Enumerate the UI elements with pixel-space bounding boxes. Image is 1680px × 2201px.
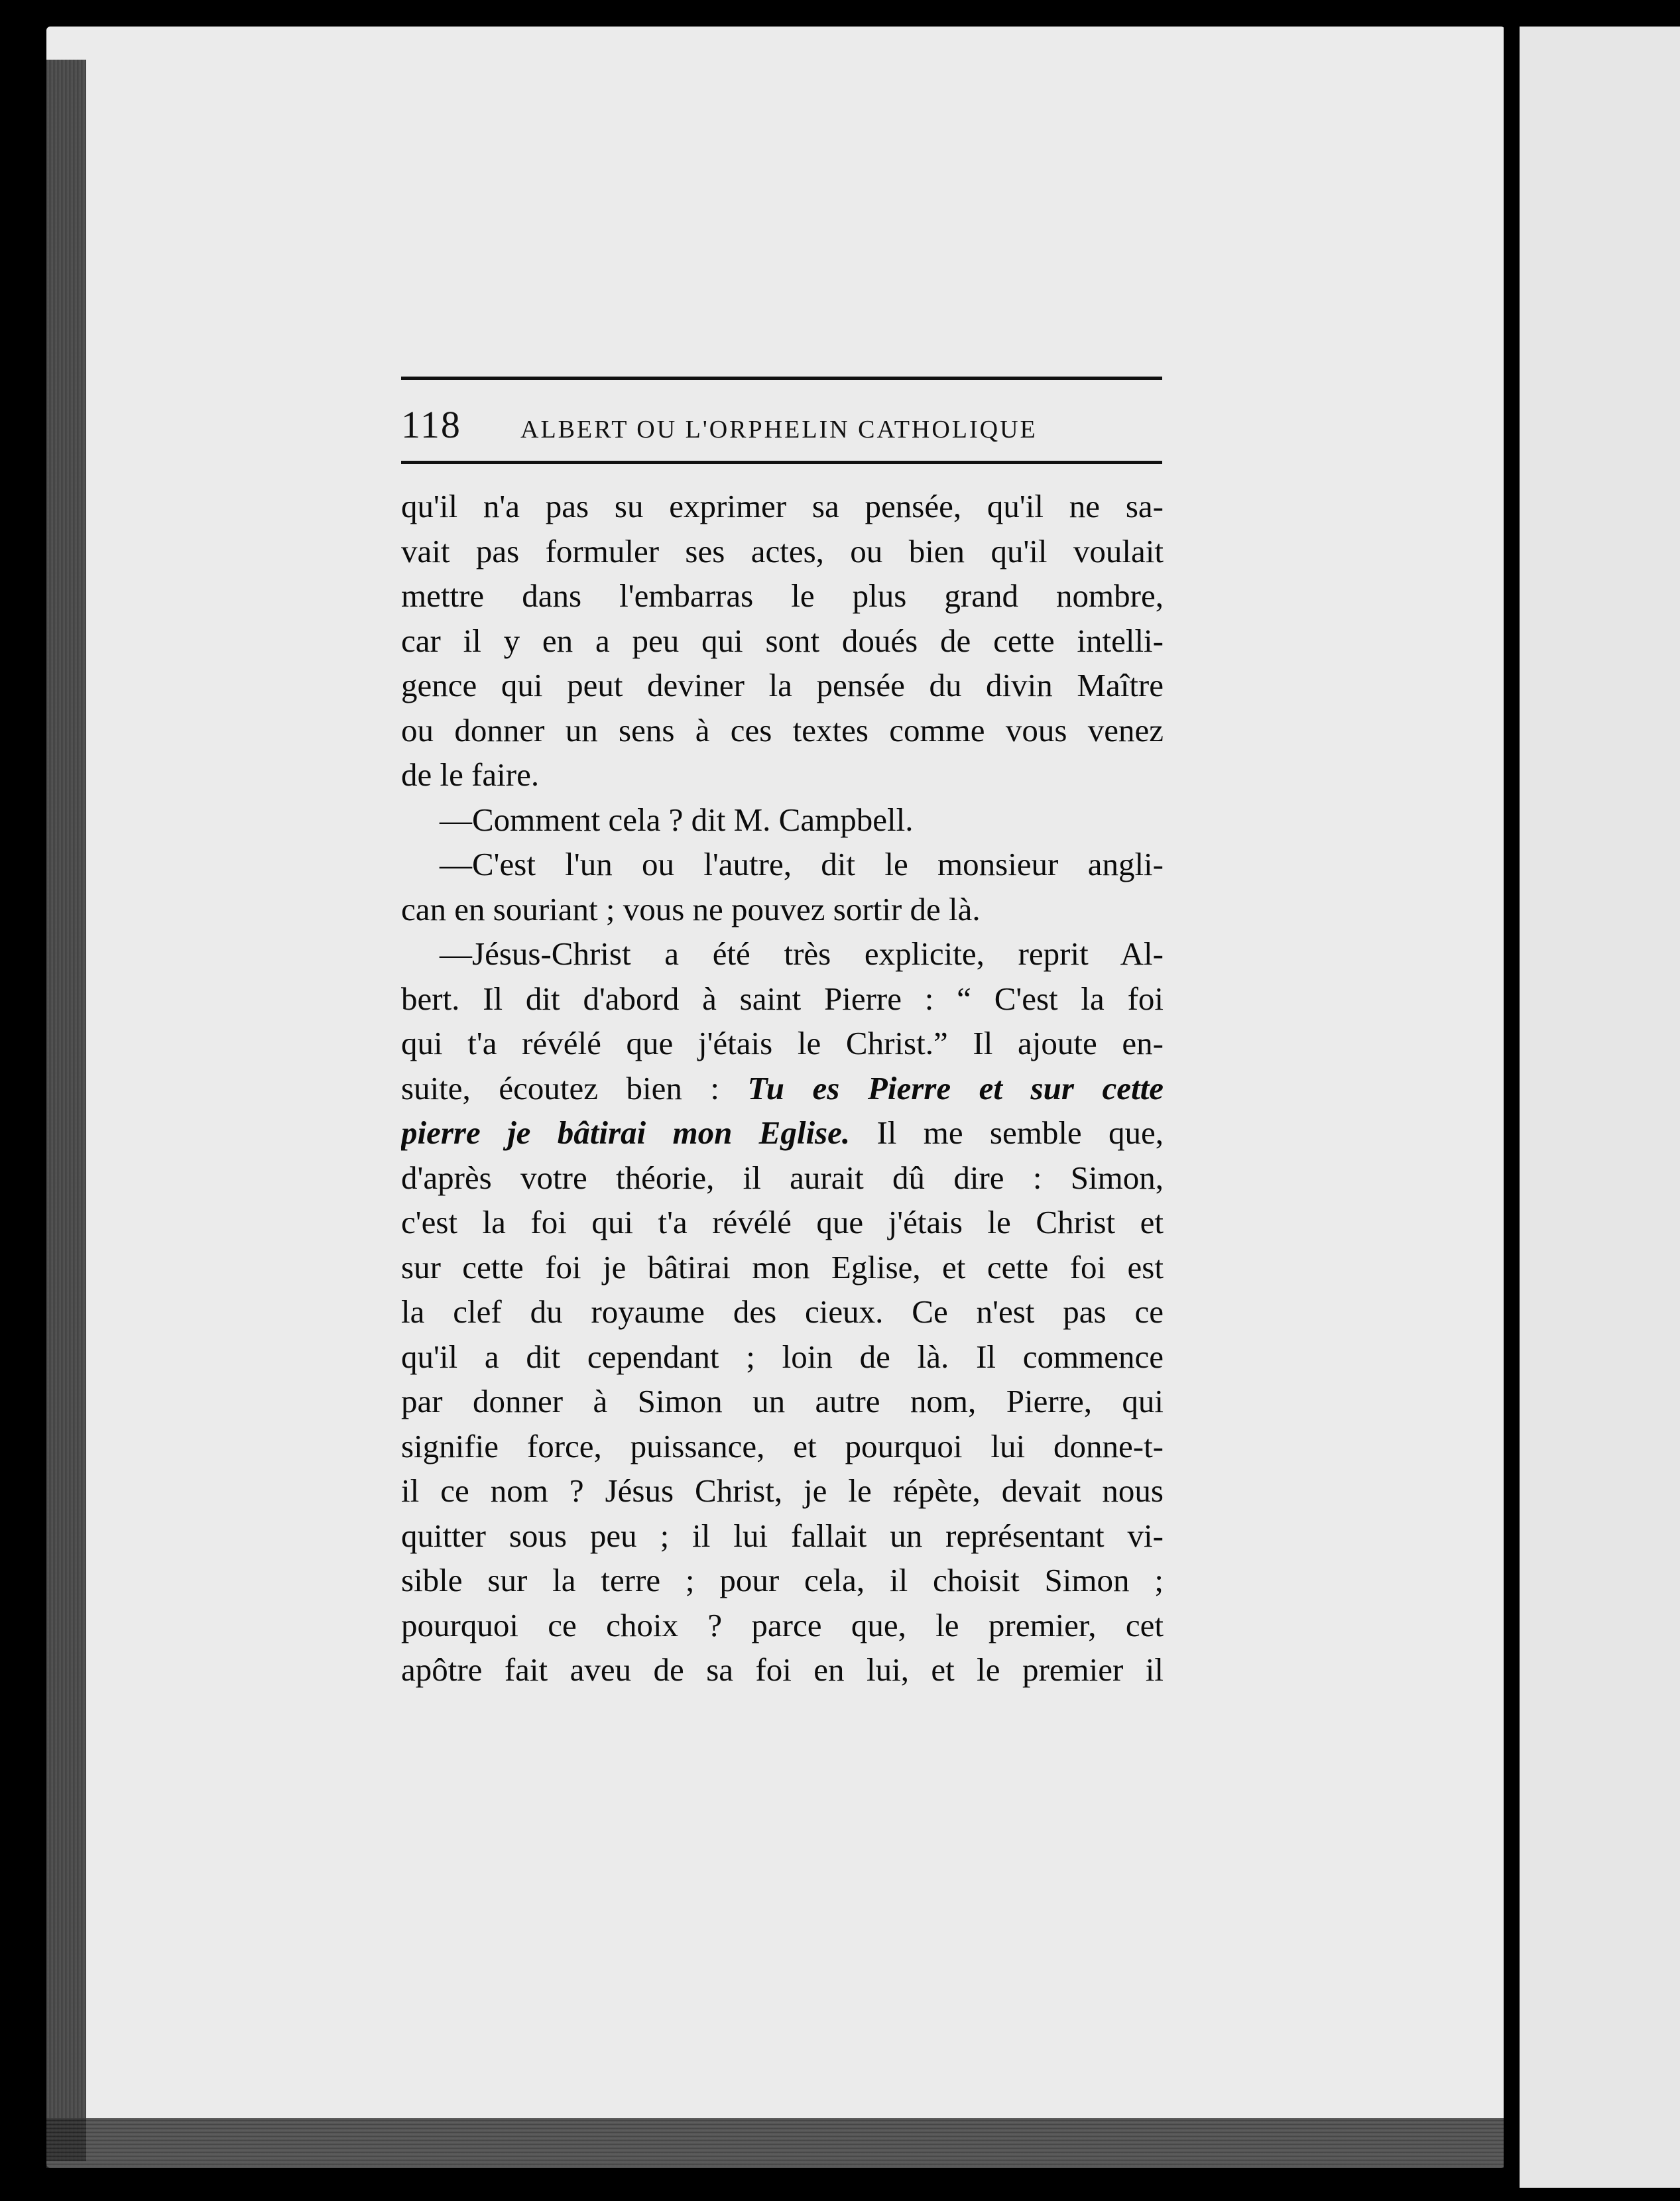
text-span: il ce nom ? Jésus Christ, je le répète, devait nous <box>401 1472 1164 1509</box>
text-line <box>401 977 1164 1022</box>
text-line <box>401 484 1164 529</box>
book-gutter <box>1504 27 1520 2181</box>
page-edges-bottom <box>46 2118 1505 2168</box>
page-number: 118 <box>401 403 461 446</box>
text-line <box>401 1110 1164 1156</box>
text-span: qui t'a révélé que j'étais le Christ.” Il ajoute en- <box>401 1025 1164 1061</box>
text-line <box>401 752 1164 798</box>
text-line <box>401 1200 1164 1245</box>
text-block <box>401 377 1164 1693</box>
running-header <box>401 402 1164 446</box>
text-line <box>401 1289 1164 1335</box>
scan-border-top <box>0 0 1680 29</box>
text-span: sur cette foi je bâtirai mon Eglise, et cette foi est <box>401 1248 1164 1285</box>
text-span: pourquoi ce choix ? parce que, le premier, cet <box>401 1606 1164 1643</box>
text-line <box>401 1066 1164 1111</box>
text-line <box>401 798 1164 843</box>
text-line <box>401 619 1164 664</box>
text-line <box>401 708 1164 753</box>
text-span: qu'il a dit cependant ; loin de là. Il commence <box>401 1338 1164 1375</box>
text-span: can en souriant ; vous ne pouvez sortir de là. <box>401 890 981 927</box>
text-span: quitter sous peu ; il lui fallait un représentant vi- <box>401 1517 1164 1554</box>
text-line <box>401 1156 1164 1201</box>
text-line <box>401 1245 1164 1290</box>
text-span: sible sur la terre ; pour cela, il choisit Simon ; <box>401 1562 1164 1598</box>
text-line <box>401 1468 1164 1514</box>
text-line <box>401 1514 1164 1559</box>
text-line <box>401 1335 1164 1380</box>
text-line <box>401 1647 1164 1693</box>
text-span: vait pas formuler ses actes, ou bien qu'il voulait <box>401 532 1164 569</box>
text-line <box>401 842 1164 887</box>
text-span: —Comment cela ? dit M. Campbell. <box>440 801 914 838</box>
text-span: Il me semble que, <box>850 1114 1164 1151</box>
text-line <box>401 663 1164 708</box>
text-line <box>401 1603 1164 1648</box>
right-page-margin <box>1520 27 1680 2188</box>
text-line <box>401 1558 1164 1603</box>
text-span: de le faire. <box>401 756 540 793</box>
text-span: mettre dans l'embarras le plus grand nombre, <box>401 577 1164 614</box>
text-span: car il y en a peu qui sont doués de cette intelli- <box>401 622 1164 659</box>
running-title: ALBERT OU L'ORPHELIN CATHOLIQUE <box>520 416 1038 444</box>
text-span: qu'il n'a pas su exprimer sa pensée, qu'il ne sa- <box>401 488 1164 524</box>
italic-span: pierre je bâtirai mon Eglise. <box>401 1114 851 1151</box>
text-span: gence qui peut deviner la pensée du divin Maître <box>401 667 1164 703</box>
text-span: ou donner un sens à ces textes comme vous venez <box>401 711 1164 748</box>
page-edges-left <box>46 60 86 2161</box>
header-rule-top <box>401 377 1162 380</box>
header-rule-bottom <box>401 461 1162 464</box>
text-line <box>401 1021 1164 1066</box>
italic-span: Tu es Pierre et sur cette <box>747 1069 1164 1106</box>
text-line <box>401 887 1164 932</box>
text-line <box>401 529 1164 574</box>
text-line <box>401 573 1164 619</box>
text-span: par donner à Simon un autre nom, Pierre, qui <box>401 1383 1164 1419</box>
text-span: —C'est l'un ou l'autre, dit le monsieur angli- <box>440 846 1164 882</box>
text-span: apôtre fait aveu de sa foi en lui, et le premier il <box>401 1651 1164 1688</box>
text-line <box>401 1424 1164 1469</box>
text-span: —Jésus-Christ a été très explicite, reprit Al- <box>440 935 1164 972</box>
text-span: signifie force, puissance, et pourquoi lui donne-t- <box>401 1427 1164 1464</box>
text-span: la clef du royaume des cieux. Ce n'est pas ce <box>401 1293 1164 1330</box>
text-span: d'après votre théorie, il aurait dû dire : Simon, <box>401 1159 1164 1196</box>
text-line <box>401 931 1164 977</box>
text-span: bert. Il dit d'abord à saint Pierre : “ C'est la foi <box>401 980 1164 1017</box>
text-line <box>401 1379 1164 1424</box>
body-text <box>401 484 1164 1693</box>
text-span: suite, écoutez bien : <box>401 1069 748 1106</box>
text-span: c'est la foi qui t'a révélé que j'étais le Christ et <box>401 1204 1164 1240</box>
